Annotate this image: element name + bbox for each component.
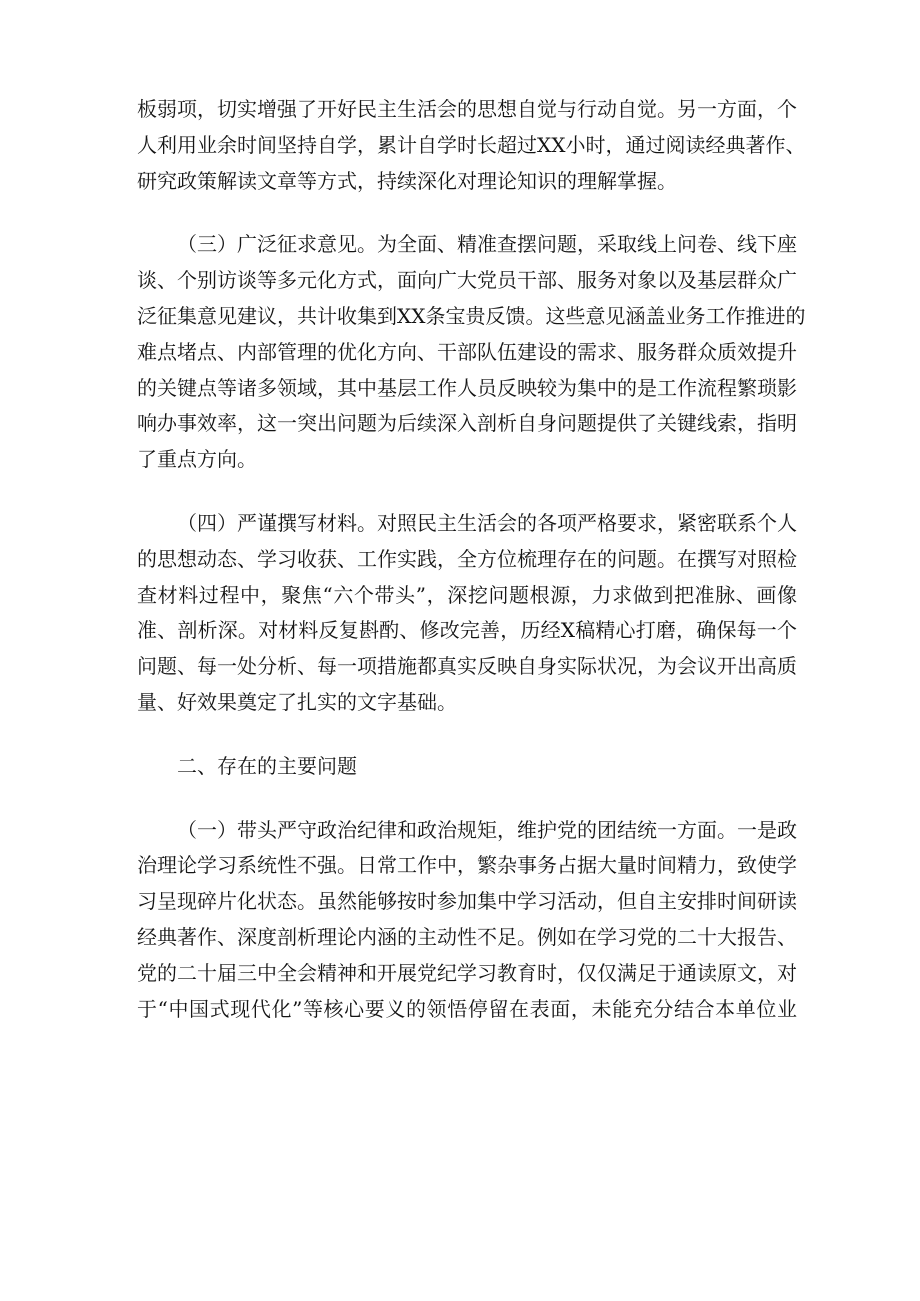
text-line: （一）带头严守政治纪律和政治规矩，维护党的团结统一方面。一是政: [177, 817, 797, 842]
heading-line: 二、存在的主要问题: [177, 753, 357, 778]
paragraph-gap: [137, 785, 797, 813]
paragraph-gap: [137, 478, 797, 506]
text-line: 研究政策解读文章等方式，持续深化对理论知识的理解掌握。: [137, 168, 677, 193]
text-line: 经典著作、深度剖析理论内涵的主动性不足。例如在学习党的二十大报告、: [137, 924, 797, 949]
section-heading: [137, 749, 797, 785]
text-line: （四）严谨撰写材料。对照民主生活会的各项严格要求，紧密联系个人: [177, 510, 797, 535]
text-line: 谈、个别访谈等多元化方式，面向广大党员干部、服务对象以及基层群众广: [137, 268, 797, 293]
text-line: 的关键点等诸多领域，其中基层工作人员反映较为集中的是工作流程繁琐影: [137, 375, 797, 400]
paragraph-gap: [137, 721, 797, 749]
paragraph-section-3: [137, 227, 806, 478]
text-line: 党的二十届三中全会精神和开展党纪学习教育时，仅仅满足于通读原文，对: [137, 960, 797, 985]
text-line: 习呈现碎片化状态。虽然能够按时参加集中学习活动，但自主安排时间研读: [137, 889, 797, 914]
document-body: [137, 92, 806, 1027]
text-line: 问题、每一处分析、每一项措施都真实反映自身实际状况，为会议开出高质: [137, 654, 797, 679]
text-line: 量、好效果奠定了扎实的文字基础。: [137, 689, 457, 714]
text-line: 了重点方向。: [137, 447, 257, 472]
text-line: 于“中国式现代化”等核心要义的领悟停留在表面，未能充分结合本单位业: [137, 996, 797, 1021]
paragraph-section-4: [137, 506, 797, 721]
text-line: 板弱项，切实增强了开好民主生活会的思想自觉与行动自觉。另一方面，个: [137, 97, 797, 121]
text-line: （三）广泛征求意见。为全面、精准查摆问题，采取线上问卷、线下座: [177, 232, 797, 257]
paragraph-gap: [137, 199, 797, 227]
text-line: 响办事效率，这一突出问题为后续深入剖析自身问题提供了关键线索，指明: [137, 411, 797, 436]
text-line: 难点堵点、内部管理的优化方向、干部队伍建设的需求、服务群众质效提升: [137, 339, 797, 364]
text-line: 的思想动态、学习收获、工作实践，全方位梳理存在的问题。在撰写对照检: [137, 546, 797, 571]
text-line: 人利用业余时间坚持自学，累计自学时长超过XX小时，通过阅读经典著作、: [137, 132, 806, 157]
text-line: 查材料过程中，聚焦“六个带头”，深挖问题根源，力求做到把准脉、画像: [137, 582, 797, 607]
paragraph-problem-1: [137, 813, 797, 1028]
paragraph-continuation: [137, 92, 806, 199]
text-line: 治理论学习系统性不强。日常工作中，繁杂事务占据大量时间精力，致使学: [137, 853, 797, 878]
text-line: 泛征集意见建议，共计收集到XX条宝贵反馈。这些意见涵盖业务工作推进的: [137, 303, 806, 328]
text-line: 准、剖析深。对材料反复斟酌、修改完善，历经X稿精心打磨，确保每一个: [137, 618, 797, 643]
